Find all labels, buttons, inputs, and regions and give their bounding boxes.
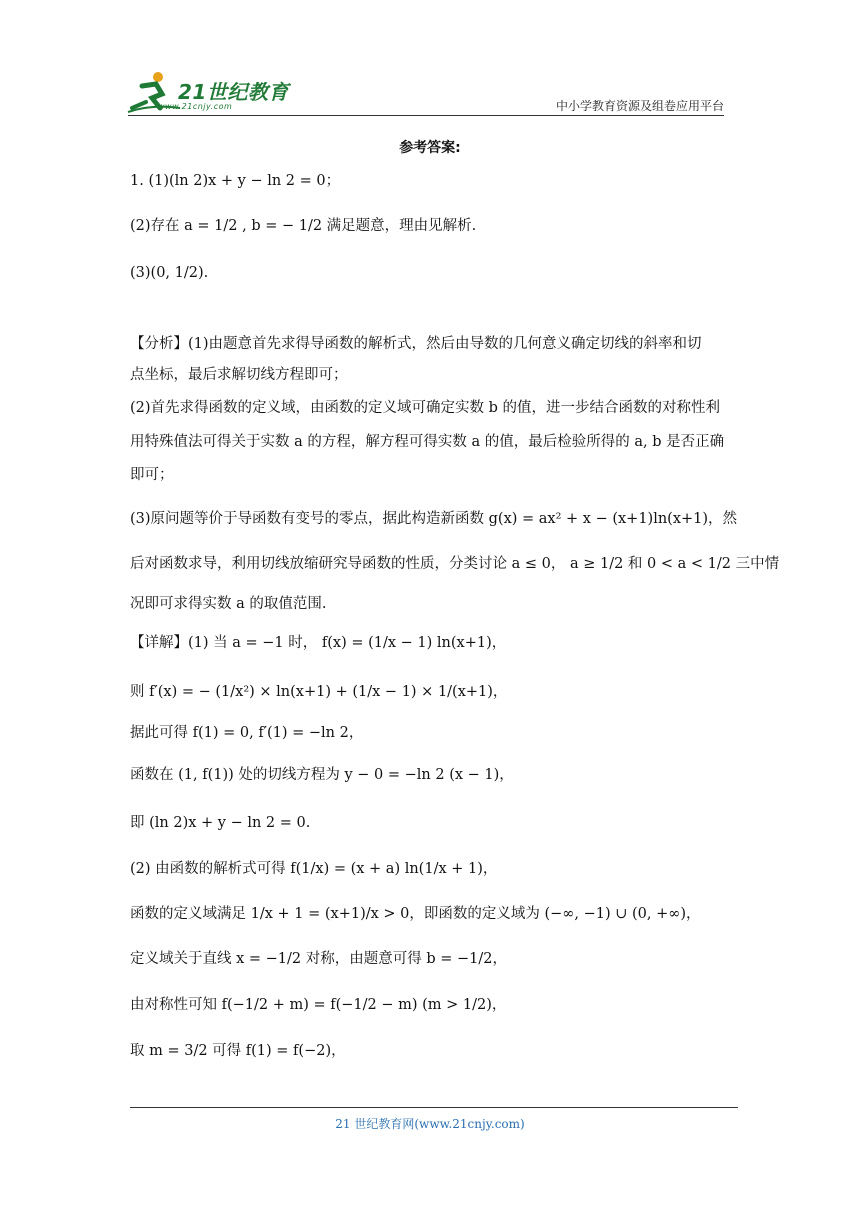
analysis-line-1: 【分析】(1)由题意首先求得导函数的解析式，然后由导数的几何意义确定切线的斜率和切 [130, 336, 702, 352]
logo-text: 21世纪教育 [178, 80, 289, 104]
analysis-line-6: (3)原问题等价于导函数有变号的零点，据此构造新函数 g(x) = ax² + x − (x+1)ln(x+1)，然 [130, 511, 738, 527]
analysis-line-5: 即可； [130, 467, 174, 483]
analysis-line-2: 点坐标，最后求解切线方程即可； [130, 367, 348, 383]
analysis-line-4: 用特殊值法可得关于实数 a 的方程，解方程可得实数 a 的值，最后检验所得的 a, b 是否正确 [130, 434, 725, 450]
logo-url: www.21cnjy.com [158, 102, 233, 111]
page-title: 参考答案: [399, 140, 461, 156]
footer-link[interactable]: 21 世纪教育网(www.21cnjy.com) [335, 1117, 525, 1131]
platform-name: 中小学教育资源及组卷应用平台 [555, 99, 724, 113]
detail-line-1: 【详解】(1) 当 a = −1 时， f(x) = (1/x − 1) ln(x+1)， [130, 635, 507, 651]
footer-divider [130, 1107, 738, 1108]
answer-2: (2)存在 a = 1/2 , b = − 1/2 满足题意，理由见解析. [130, 218, 477, 234]
detail-line-5: 即 (ln 2)x + y − ln 2 = 0. [130, 815, 311, 831]
detail-line-10: 取 m = 3/2 可得 f(1) = f(−2)， [130, 1043, 346, 1059]
answer-1: 1. (1)(ln 2)x + y − ln 2 = 0； [130, 173, 341, 189]
detail-line-9: 由对称性可知 f(−1/2 + m) = f(−1/2 − m) (m > 1/2)， [130, 997, 507, 1013]
analysis-line-3: (2)首先求得函数的定义域，由函数的定义域可确定实数 b 的值，进一步结合函数的对称性利 [130, 400, 721, 416]
answer-3: (3)(0, 1/2). [130, 265, 209, 281]
detail-line-6: (2) 由函数的解析式可得 f(1/x) = (x + a) ln(1/x + 1)， [130, 861, 498, 877]
detail-line-8: 定义域关于直线 x = −1/2 对称，由题意可得 b = −1/2， [130, 951, 507, 967]
detail-line-3: 据此可得 f(1) = 0, f′(1) = −ln 2， [130, 725, 364, 741]
detail-line-7: 函数的定义域满足 1/x + 1 = (x+1)/x > 0，即函数的定义域为 (−∞, −1) ∪ (0, +∞)， [130, 906, 701, 922]
analysis-line-8: 况即可求得实数 a 的取值范围. [130, 596, 327, 612]
detail-line-2: 则 f′(x) = − (1/x²) × ln(x+1) + (1/x − 1) × 1/(x+1)， [130, 684, 508, 700]
header-divider [128, 115, 724, 116]
detail-line-4: 函数在 (1, f(1)) 处的切线方程为 y − 0 = −ln 2 (x − 1)， [130, 767, 514, 783]
analysis-line-7: 后对函数求导，利用切线放缩研究导函数的性质，分类讨论 a ≤ 0， a ≥ 1/2 和 0 < a < 1/2 三中情 [130, 556, 780, 572]
